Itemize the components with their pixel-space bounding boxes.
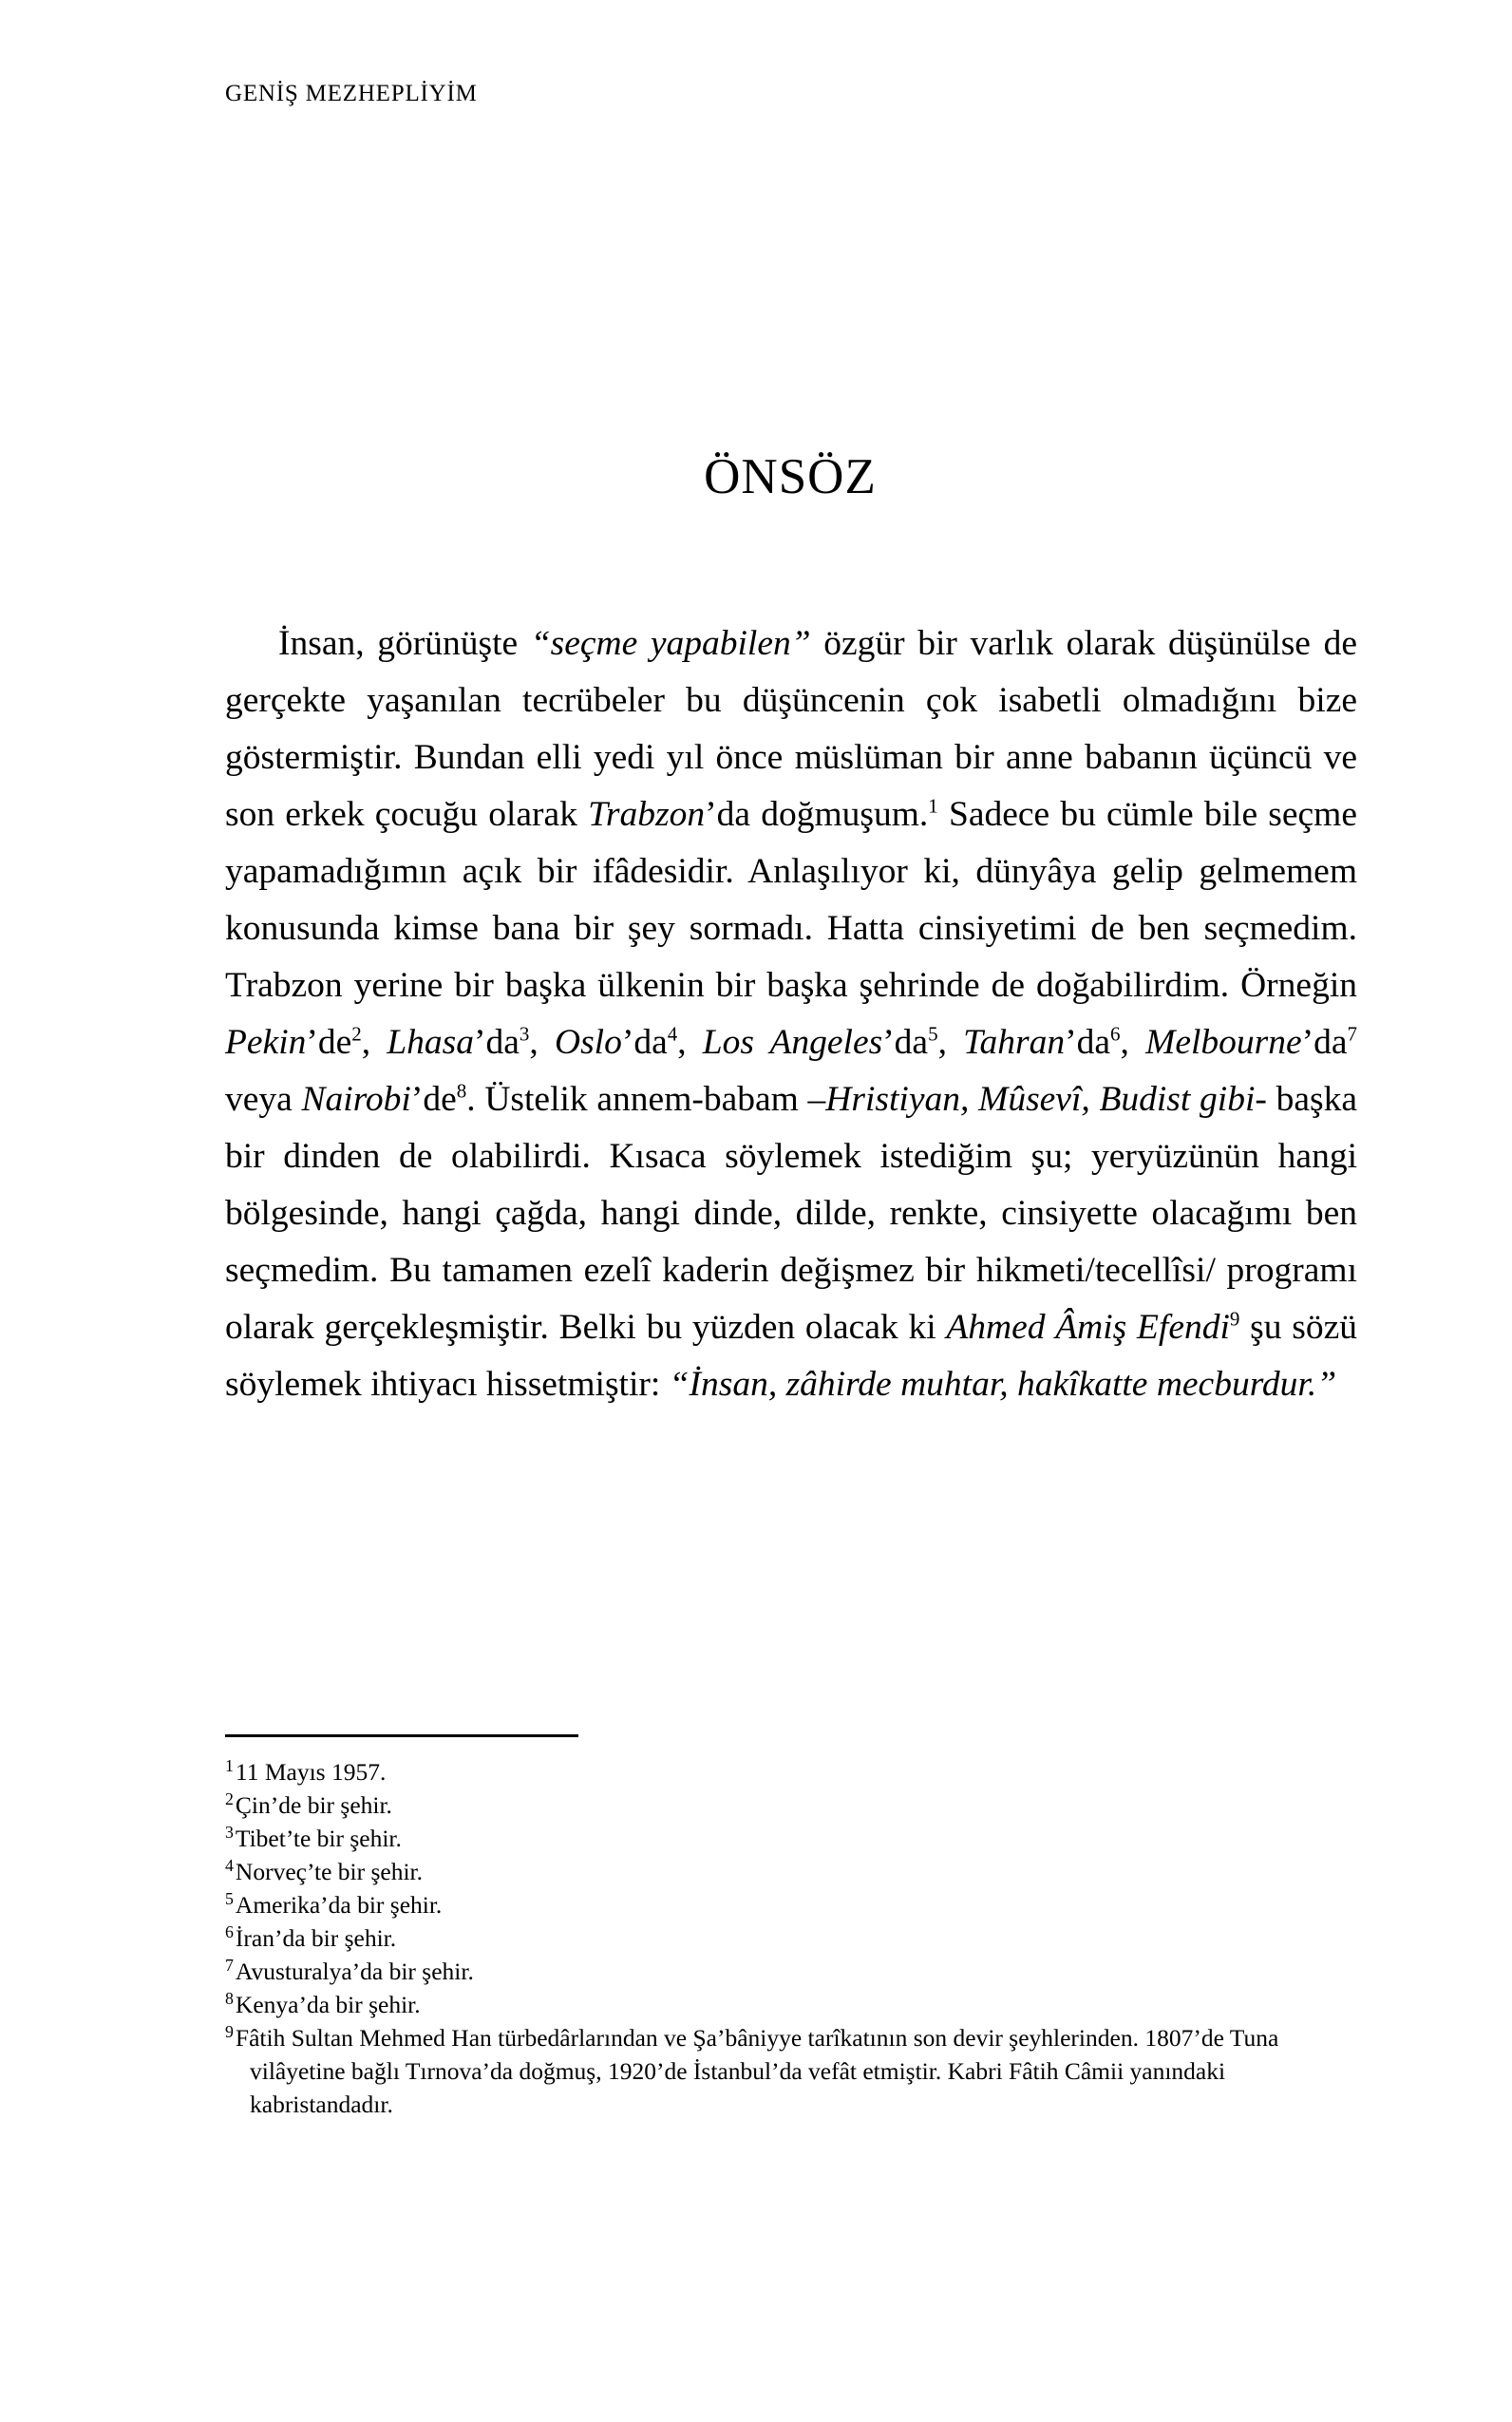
body-text [225,615,1357,1413]
footnote-ref-9[interactable]: 9 [1229,1307,1240,1331]
footnote-list [225,1755,1357,2121]
footnote-number: 3 [225,1822,234,1842]
place-name-oslo: Oslo [554,1023,622,1062]
footnote-ref-1[interactable]: 1 [928,794,938,818]
footnote-ref-6[interactable]: 6 [1110,1022,1121,1046]
footnote-text: Amerika’da bir şehir. [235,1891,443,1919]
footnote-text: Çin’de bir şehir. [235,1791,392,1819]
footnote-number: 4 [225,1855,234,1875]
text-segment: ’da [621,1023,668,1062]
text-segment: İnsan, görünüşte [278,624,531,663]
footnote-text: Tibet’te bir şehir. [235,1825,402,1852]
text-segment: ’de [306,1023,352,1062]
footnote-ref-5[interactable]: 5 [928,1022,938,1046]
footnote-item [225,1988,1357,2021]
text-segment: . Üstelik annem-babam – [466,1080,826,1119]
footnote-item [225,1755,1357,1788]
text-segment: ’da [474,1023,520,1062]
footnote-item [225,1855,1357,1888]
footnote-number: 6 [225,1921,234,1941]
footnote-number: 9 [225,2021,234,2041]
footnote-item [225,1788,1357,1822]
footnote-number: 2 [225,1788,234,1808]
text-segment: veya [225,1080,302,1119]
footnote-ref-3[interactable]: 3 [519,1022,530,1046]
footnote-item [225,2021,1357,2121]
quoted-phrase: “seçme yapabilen” [530,624,811,663]
text-segment: - başka bir dinden de olabilirdi. Kısaca söylemek istediğim şu; yeryüzünün hangi bölgesinde, hangi çağda, hangi dinde, dilde, renkte, cinsiyette olacağımı ben seçmedim. Bu tamamen ezelî kaderin değişmez bir hikmeti/tecellîsi/ programı olarak gerçekleşmiştir. Belki bu yüzden olacak ki [225,1080,1357,1347]
footnote-number: 7 [225,1955,234,1975]
place-name-melbourne: Melbourne [1145,1023,1302,1062]
footnote-ref-2[interactable]: 2 [351,1022,362,1046]
place-name-pekin: Pekin [225,1023,307,1062]
footnote-item [225,1888,1357,1921]
footnote-item [225,1822,1357,1855]
text-segment: ’da [882,1023,929,1062]
text-segment: , [677,1023,703,1062]
footnote-ref-7[interactable]: 7 [1347,1022,1358,1046]
footnote-text: Avusturalya’da bir şehir. [235,1958,474,1985]
text-segment: ’da [1065,1023,1111,1062]
footnote-text: İran’da bir şehir. [235,1924,397,1952]
footnote-ref-4[interactable]: 4 [667,1022,678,1046]
text-segment: , [1120,1023,1146,1062]
footnote-text: Kenya’da bir şehir. [235,1991,421,2018]
text-segment: şu sözü söylemek ihtiyacı hissetmiştir: [225,1308,1358,1404]
text-segment: ’de [410,1080,457,1119]
text-segment: , [937,1023,964,1062]
closing-quote: “İnsan, zâhirde muhtar, hakîkatte mecburdur.” [669,1365,1337,1404]
page-title: ÖNSÖZ [704,449,877,504]
footnote-number: 8 [225,1988,234,2008]
paragraph-onsoz [225,615,1357,1413]
footnote-text: 11 Mayıs 1957. [235,1758,387,1786]
footnote-number: 1 [225,1755,234,1775]
religion-list: Hristiyan, Mûsevî, Budist gibi [825,1080,1256,1119]
footnote-item [225,1955,1357,1988]
footnote-text: Norveç’te bir şehir. [235,1858,424,1885]
place-name-nairobi: Nairobi [301,1080,411,1119]
text-segment: özgür bir varlık olarak düşünülse de gerçekte yaşanılan tecrübeler bu düşüncenin çok isabetli olmadığını bize göstermiştir. Bundan elli yedi yıl önce müslüman bir anne babanın üçüncü ve son erkek çocuğu olarak [225,624,1357,834]
text-segment: , [361,1023,387,1062]
place-name-los-angeles: Los Angeles [702,1023,883,1062]
footnote-ref-8[interactable]: 8 [456,1079,467,1103]
footnote-item [225,1921,1357,1955]
place-name-tahran: Tahran [963,1023,1066,1062]
text-segment: Sadece bu cümle bile seçme yapamadığımın açık bir ifâdesidir. Anlaşılıyor ki, dünyâya gelip gelmemem konusunda kimse bana bir şey sormadı. Hatta cinsiyetimi de ben seçmedim. Trabzon yerine bir başka ülkenin bir başka şehrinde de doğabilirdim. Örneğin [225,795,1357,1005]
place-name-trabzon: Trabzon [588,795,706,834]
text-segment: ’da doğmuşum. [705,795,929,834]
footnote-text: Fâtih Sultan Mehmed Han türbedârlarından ve Şa’bâniyye tarîkatının son devir şeyhlerinden. 1807’de Tuna vilâyetine bağlı Tırnova’da doğmuş, 1920’de İstanbul’da vefât etmiştir. Kabri Fâtih Câmii yanındaki kabristandadır. [235,2024,1279,2118]
footnote-separator [225,1734,578,1737]
running-header: GENİŞ MEZHEPLİYİM [225,81,478,106]
text-segment: ’da [1301,1023,1348,1062]
footnote-number: 5 [225,1888,234,1908]
place-name-lhasa: Lhasa [387,1023,475,1062]
text-segment: , [529,1023,555,1062]
person-name: Ahmed Âmiş Efendi [946,1308,1230,1347]
